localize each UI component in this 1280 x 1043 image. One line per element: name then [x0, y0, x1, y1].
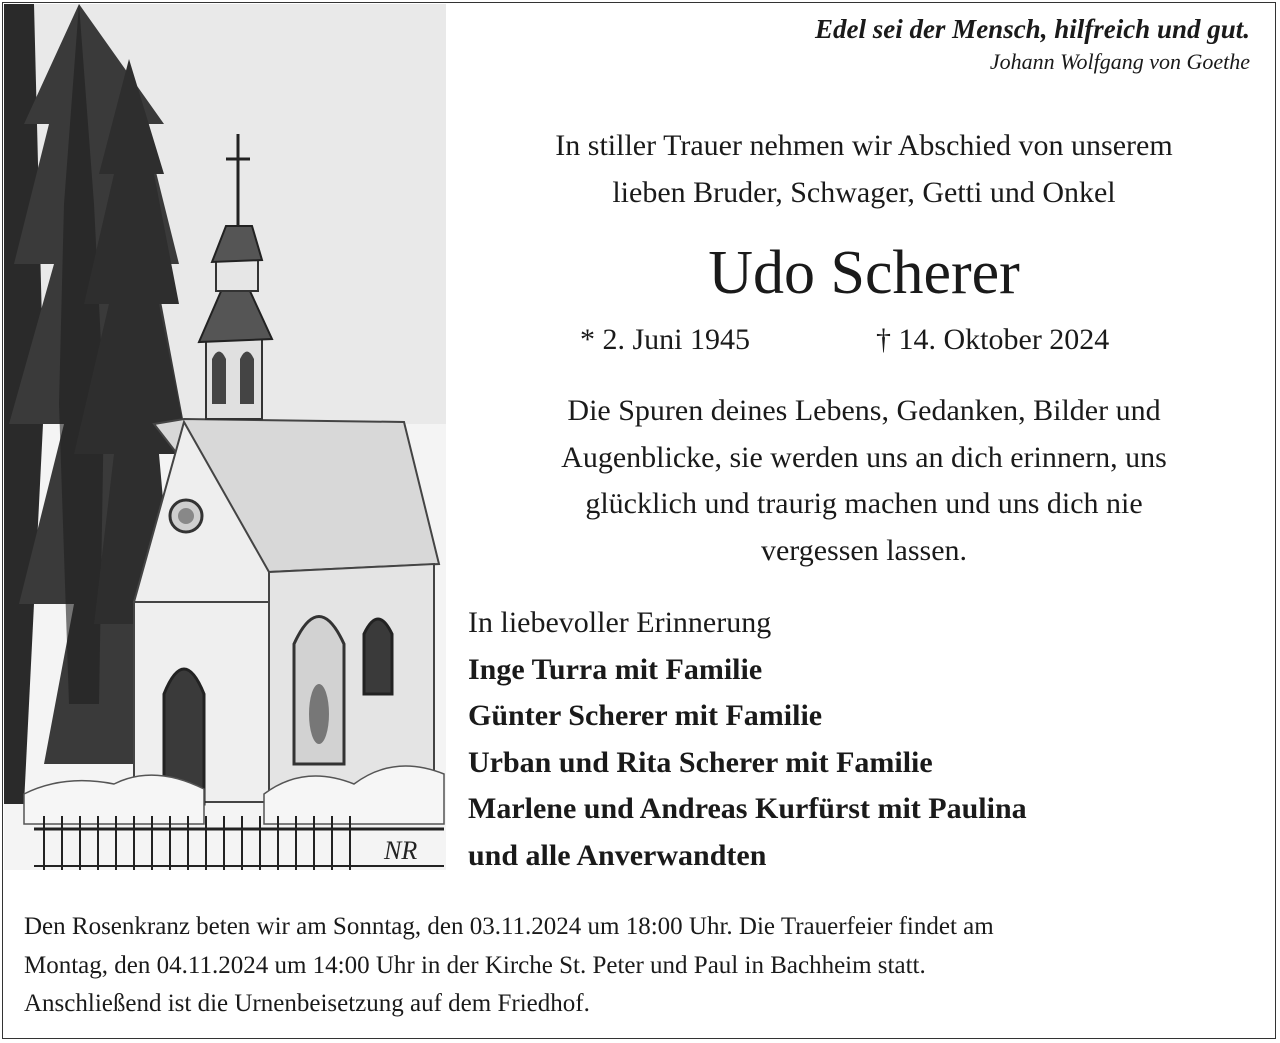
verse-line: Die Spuren deines Lebens, Gedanken, Bilder und [567, 394, 1161, 427]
mourner-name: und alle Anverwandten [468, 838, 767, 872]
mourner-name: Marlene und Andreas Kurfürst mit Paulina [468, 792, 1027, 825]
service-line: Montag, den 04.11.2024 um 14:00 Uhr in der Kirche St. Peter und Paul in Bachheim statt. [24, 951, 926, 979]
verse-line: vergessen lassen. [760, 533, 968, 567]
mourner-name: Urban und Rita Scherer mit Familie [468, 745, 933, 779]
artist-signature: NR [384, 836, 418, 865]
deceased-name: Udo Scherer [708, 239, 1020, 307]
quote-author: Johann Wolfgang von Goethe [989, 49, 1250, 74]
death-date: † 14. Oktober 2024 [876, 323, 1110, 356]
mourners-list [468, 600, 1027, 879]
verse-line: Augenblicke, sie werden uns an dich erinnern, uns [561, 440, 1167, 474]
chapel-illustration [4, 4, 446, 870]
birth-date: * 2. Juni 1945 [580, 323, 751, 356]
mourner-name: Inge Turra mit Familie [468, 652, 763, 686]
verse-line: glücklich und traurig machen und uns dich nie [585, 487, 1143, 520]
quote-text: Edel sei der Mensch, hilfreich und gut. [814, 14, 1250, 44]
service-line: Den Rosenkranz beten wir am Sonntag, den 03.11.2024 um 18:00 Uhr. Die Trauerfeier findet am [24, 913, 994, 940]
memorial-verse [456, 388, 1272, 574]
mourner-name: Günter Scherer mit Familie [468, 699, 823, 732]
quote-block [815, 12, 1250, 78]
intro-line: lieben Bruder, Schwager, Getti und Onkel [612, 176, 1116, 209]
intro-line: In stiller Trauer nehmen wir Abschied von unserem [555, 129, 1173, 162]
service-info [24, 908, 1244, 1024]
mourners-lead: In liebevoller Erinnerung [468, 606, 772, 639]
service-line: Anschließend ist die Urnenbeisetzung auf dem Friedhof. [24, 990, 590, 1017]
intro-text [456, 122, 1272, 216]
